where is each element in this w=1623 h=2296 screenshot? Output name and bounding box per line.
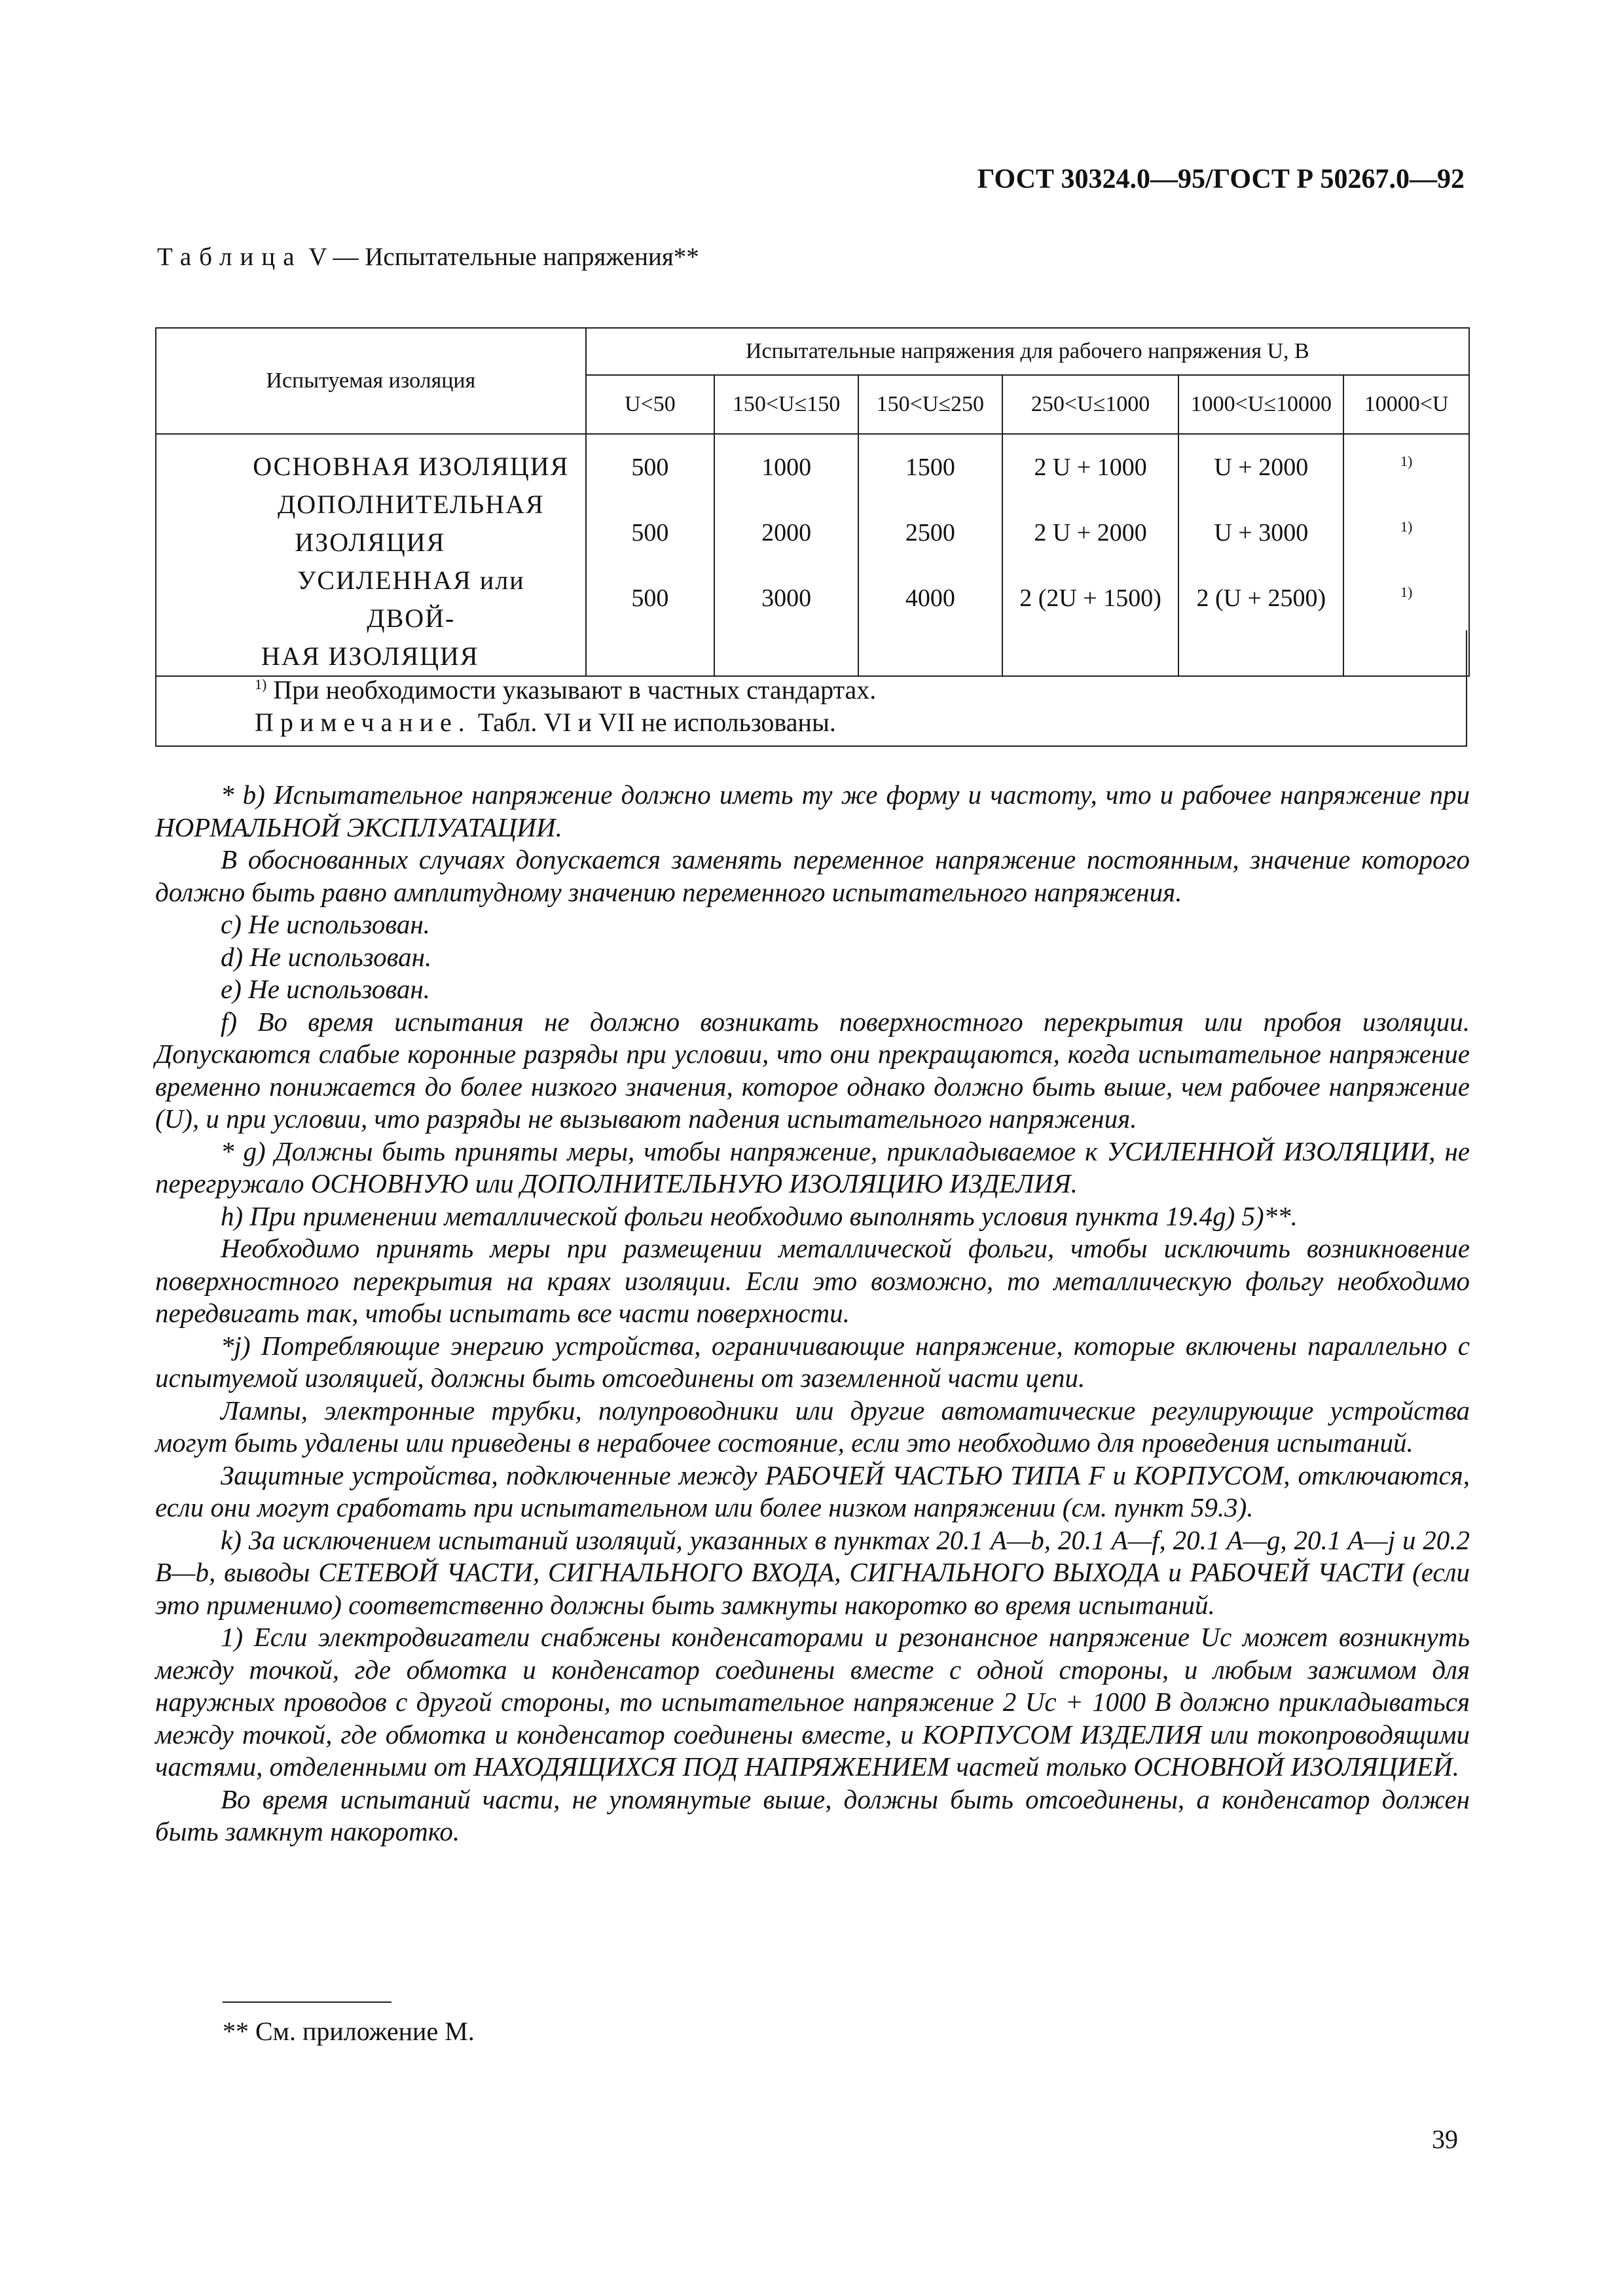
table-cell: 500 [631,519,669,547]
table-cell: 2 U + 2000 [1034,519,1147,547]
row-name: ДОПОЛНИТЕЛЬНАЯ [277,490,545,519]
note-label: Примечание. [255,708,471,738]
note-line [255,706,1466,739]
col-insulation-header: Испытуемая изоляция [156,328,586,434]
col-header: 150<U≤250 [858,375,1002,434]
table-cell: 1) [1400,518,1413,535]
paragraph: h) При применении металлической фольги необходимо выполнять условия пункта 19.4g) 5)**. [221,1200,1298,1231]
paragraph: c) Не использован. [221,909,430,939]
paragraph: *j) Потребляющие энергию устройства, ограничивающие напряжение, которые включены параллельно с испытуемой изоляцией, должны быть отсоединены от заземленной части цепи. [155,1330,1470,1393]
footnote-text: При необходимости указывают в частных стандартах. [273,675,877,705]
body-text [155,779,1470,1848]
note-text: Табл. VI и VII не использованы. [477,708,836,738]
paragraph: f) Во время испытания не должно возникать поверхностного перекрытия или пробоя изоляции. Допускаются слабые коронные разряды при условии, что они прекращаются, когда испытательное напряжение временно понижается до более низкого значения, которое однако должно быть выше, чем рабочее напряжение (U), и при условии, что разряды не вызывают падения испытательного напряжения. [155,1006,1470,1134]
table-cell: 2500 [905,519,955,547]
paragraph: e) Не использован. [221,974,430,1004]
paragraph: k) За исключением испытаний изоляций, указанных в пунктах 20.1 A—b, 20.1 A—f, 20.1 A—g, 20.1 A—j и 20.2 B—b, выводы СЕТЕВОЙ ЧАСТИ, СИГНАЛЬНОГО ВХОДА, СИГНАЛЬНОГО ВЫХОДА и РАБОЧЕЙ ЧАСТИ (если это применимо) соответственно должны быть замкнуты накоротко во время испытаний. [155,1524,1470,1620]
table-cell: 2 (2U + 1500) [1019,584,1161,612]
col-header: U<50 [586,375,715,434]
col-header: 1000<U≤10000 [1178,375,1343,434]
caption-label: Таблица [157,243,302,271]
table-cell: U + 2000 [1214,454,1309,481]
table-cell: 1000 [761,454,812,481]
table-cell: 500 [631,454,669,481]
table-cell: 4000 [905,584,955,612]
table-cell: 1500 [905,454,955,481]
table-caption [157,242,699,272]
paragraph: Защитные устройства, подключенные между РАБОЧЕЙ ЧАСТЬЮ ТИПА F и КОРПУСОМ, отключаются, если они могут сработать при испытательном или более низком напряжении (см. пункт 59.3). [155,1460,1470,1522]
paragraph: Во время испытаний части, не упомянутые выше, должны быть отсоединены, а конденсатор должен быть замкнут накоротко. [155,1784,1470,1846]
footnote-divider [223,2001,392,2003]
paragraph: d) Не использован. [221,941,432,972]
col-header: 150<U≤150 [714,375,858,434]
col-header: 250<U≤1000 [1002,375,1179,434]
row-name-cont: ИЗОЛЯЦИЯ [295,528,446,557]
table-cell: 1) [1400,453,1413,469]
group-header: Испытательные напряжения для рабочего напряжения U, В [586,328,1469,375]
table-cell: 2000 [761,519,812,547]
table-cell: 2 (U + 2500) [1196,584,1326,612]
row-name: ОСНОВНАЯ ИЗОЛЯЦИЯ [253,452,570,481]
row-name: УСИЛЕННАЯ или ДВОЙ- [297,565,525,633]
page-number: 39 [1432,2125,1458,2154]
paragraph: Лампы, электронные трубки, полупроводники или другие автоматические регулирующие устройства могут быть удалены или приведены в нерабочее состояние, если это необходимо для проведения испытаний. [155,1395,1470,1458]
paragraph: 1) Если электродвигатели снабжены конденсаторами и резонансное напряжение Uс может возникнуть между точкой, где обмотка и конденсатор соединены вместе с одной стороны, и любым зажимом для наружных проводов с другой стороны, то испытательное напряжение 2 Uс + 1000 В должно прикладываться между точкой, где обмотка и конденсатор соединены вместе, и КОРПУСОМ ИЗДЕЛИЯ или токопроводящими частями, отделенными от НАХОДЯЩИХСЯ ПОД НАПРЯЖЕНИЕМ частей только ОСНОВНОЙ ИЗОЛЯЦИЕЙ. [155,1622,1470,1782]
paragraph: В обоснованных случаях допускается заменять переменное напряжение постоянным, значение которого должно быть равно амплитудному значению переменного испытательного напряжения. [155,844,1470,907]
table-cell: 1) [1400,584,1413,600]
document-header: ГОСТ 30324.0—95/ГОСТ Р 50267.0—92 [977,164,1465,194]
table-note [155,630,1467,747]
caption-title: V — Испытательные напряжения** [308,243,699,271]
table-cell: 500 [631,584,669,612]
table-cell: 3000 [761,584,812,612]
col-header: 10000<U [1343,375,1469,434]
paragraph: * g) Должны быть приняты меры, чтобы напряжение, прикладываемое к УСИЛЕННОЙ ИЗОЛЯЦИИ, не перегружало ОСНОВНУЮ или ДОПОЛНИТЕЛЬНУЮ ИЗОЛЯЦИЮ ИЗДЕЛИЯ. [155,1136,1470,1198]
table-cell: 2 U + 1000 [1034,454,1147,481]
table-cell: U + 3000 [1214,519,1309,547]
test-voltage-table [155,327,1470,677]
paragraph: Необходимо принять меры при размещении металлической фольги, чтобы исключить возникновение поверхностного перекрытия на краях изоляции. Если это возможно, то металлическую фольгу необходимо передвигать так, чтобы испытать все части поверхности. [155,1233,1470,1328]
table-footnote [255,668,1466,706]
page-footnote: ** См. приложение М. [223,2017,475,2046]
row-name-cont: НАЯ ИЗОЛЯЦИЯ [261,641,479,671]
footnote-mark: 1) [255,676,267,692]
paragraph: * b) Испытательное напряжение должно иметь ту же форму и частоту, что и рабочее напряжение при НОРМАЛЬНОЙ ЭКСПЛУАТАЦИИ. [155,780,1470,842]
